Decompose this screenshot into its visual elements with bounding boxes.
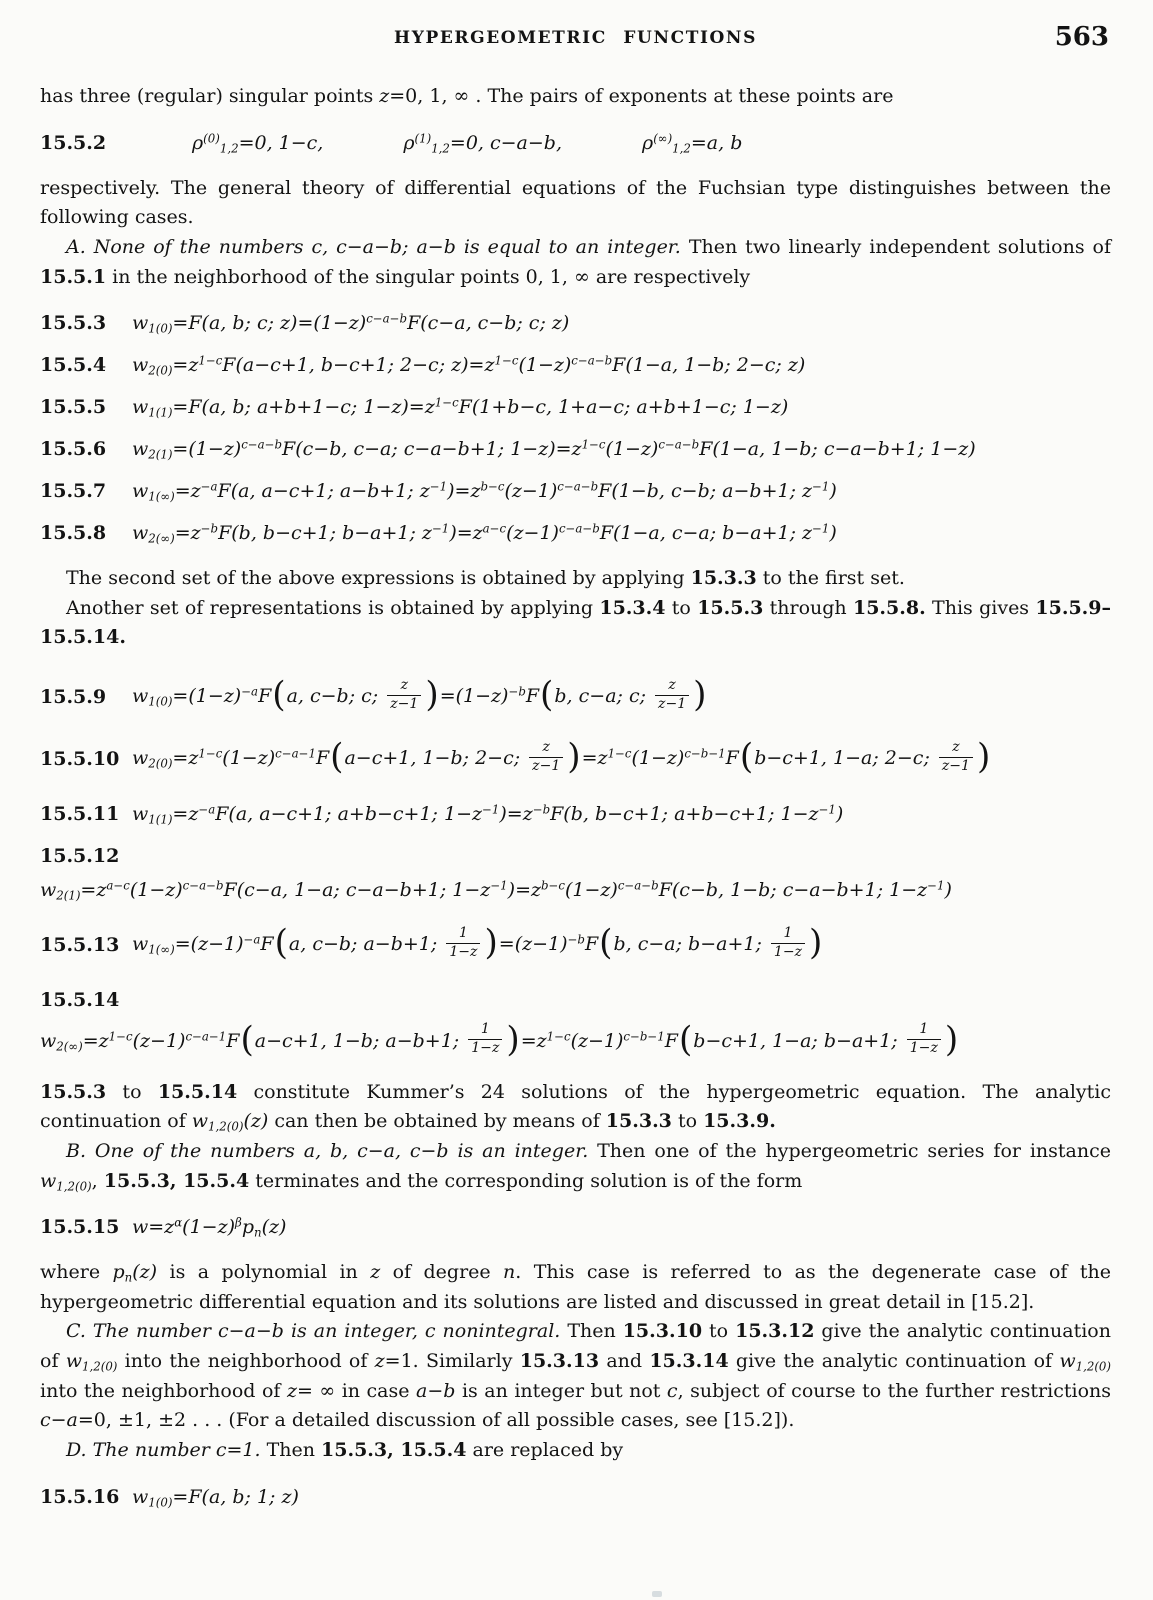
equation-math: $w_{2(0)}=z^{1-c}(1-z)^{c-a-1}F(a-c+1$, 1−b; 2−c; $\frac{z}{z-1}$ )$=z^{1-c}(1-z)^{c-b-1}F(b-c+1$, 1−a; 2−c; $\frac{z}{z-1}$ ) — [132, 737, 991, 778]
equation-label: 15.5.8 — [40, 522, 107, 545]
equation-15-5-7 — [40, 480, 1111, 502]
equation-label: 15.5.11 — [40, 803, 120, 826]
equation-label: 15.5.10 — [40, 748, 120, 771]
paragraph-second-set: The second set of the above expressions is obtained by applying 15.3.3 to the first set. — [66, 567, 905, 590]
equation-math: $w_{1(1)}=F(a$, b; a+b+1−c; $1-z)=z^{1-c}F(1+b-c$, 1+a−c; a+b+1−c; 1−z) — [132, 395, 789, 420]
equation-math: $w_{1(0)}=F(a$, b; 1; z) — [132, 1485, 299, 1509]
equation-15-5-10 — [40, 737, 1111, 778]
equation-label: 15.5.12 — [40, 845, 120, 868]
equation-label: 15.5.7 — [40, 480, 107, 503]
paragraph-another-set: Another set of representations is obtained by applying 15.3.4 to 15.5.3 through 15.5.8. This gives 15.5.9–15.5.14. — [40, 596, 1112, 649]
equation-15-5-6 — [40, 438, 1111, 460]
paragraph-case-c: C. The number c−a−b is an integer, c nonintegral. Then 15.3.10 to 15.3.12 give the analytic continuation of $w_{1,2(0)}$ into the neighborhood of z=1. Similarly 15.3.13 and 15.3.14 give the analytic continuation of $w_{1,2(0)}$ into the neighborhood of z= ∞ in case a−b is an integer but not c, subject of course to the further restrictions c−a=0, ±1, ±2 . . . (For a detailed discussion of all possible cases, see [15.2]). — [40, 1320, 1111, 1432]
paragraph-case-d: D. The number c=1. Then 15.5.3, 15.5.4 are replaced by — [66, 1438, 624, 1461]
equation-math: $w_{2(1)}=(1-z)^{c-a-b}F(c-b$, c−a; c−a−b+1; $1-z)=z^{1-c}(1-z)^{c-a-b}F(1-a$, 1−b; c−a−b+1; 1−z) — [132, 437, 976, 462]
equation-math: $w_{1(1)}=z^{-a}F(a$, a−c+1; a+b−c+1; $1-z^{-1})=z^{-b}F(b$, b−c+1; a+b−c+1; $1-z^{-1}$) — [132, 802, 844, 827]
page-header — [40, 24, 1111, 58]
page-number: 563 — [1054, 22, 1109, 52]
equation-15-5-2 — [40, 132, 1111, 154]
equation-label: 15.5.4 — [40, 354, 107, 377]
equation-label: 15.5.9 — [40, 686, 107, 709]
equation-math: $\rho^{(0)}_{1,2}=0$, 1−c, $\rho^{(1)}_{1,2}=0$, c−a−b, $\rho^{(\infty)}_{1,2}=a$, b — [192, 131, 743, 155]
equation-15-5-4 — [40, 354, 1111, 376]
paragraph-case-a: A. None of the numbers c, c−a−b; a−b is equal to an integer. Then two linearly independent solutions of 15.5.1 in the neighborhood of the singular points 0, 1, ∞ are respectively — [40, 235, 1112, 288]
equation-math: $w_{1(\infty)}=z^{-a}F(a$, a−c+1; a−b+1; $z^{-1})=z^{b-c}(z-1)^{c-a-b}F(1-b$, c−b; a−b+1; $z^{-1}$) — [132, 479, 837, 504]
equation-label: 15.5.5 — [40, 396, 107, 419]
equation-15-5-13 — [40, 923, 1111, 964]
equation-label: 15.5.3 — [40, 312, 107, 335]
equation-15-5-12 — [40, 845, 1111, 901]
running-title: HYPERGEOMETRIC FUNCTIONS — [394, 28, 757, 48]
equation-label: 15.5.15 — [40, 1216, 120, 1239]
equation-math: $w=z^\alpha(1-z)^\beta p_n(z)$ — [132, 1215, 287, 1240]
equation-label: 15.5.2 — [40, 131, 107, 154]
equation-15-5-3 — [40, 312, 1111, 334]
scan-artifact-mark — [652, 1591, 662, 1597]
equation-15-5-8 — [40, 522, 1111, 544]
equation-label: 15.5.14 — [40, 989, 120, 1012]
paragraph-where-pn: where $p_n(z)$ is a polynomial in z of degree n. This case is referred to as the degenerate case of the hypergeometric differential equation and its solutions are listed and discussed in great detail in [15.2]. — [40, 1261, 1111, 1313]
equation-15-5-16 — [40, 1486, 1111, 1508]
equation-15-5-9 — [40, 675, 1111, 716]
equation-math: $w_{1(0)}=F(a$, b; c; $z)=(1-z)^{c-a-b}F(c-a$, c−b; c; z) — [132, 311, 570, 336]
equation-label: 15.5.13 — [40, 934, 120, 957]
paragraph-respectively: respectively. The general theory of differential equations of the Fuchsian type distinguishes between the following cases. — [40, 176, 1111, 229]
paragraph-case-b: B. One of the numbers a, b, c−a, c−b is an integer. Then one of the hypergeometric series for instance $w_{1,2(0)}$, 15.5.3, 15.5.4 terminates and the corresponding solution is of the form — [40, 1139, 1111, 1193]
equation-math: $w_{2(1)}=z^{a-c}(1-z)^{c-a-b}F(c-a$, 1−a; c−a−b+1; $1-z^{-1})=z^{b-c}(1-z)^{c-a-b}F(c-b$, 1−b; c−a−b+1; $1-z^{-1}$) — [40, 878, 952, 903]
equation-math: $w_{2(\infty)}=z^{-b}F(b$, b−c+1; b−a+1; $z^{-1})=z^{a-c}(z-1)^{c-a-b}F(1-a$, c−a; b−a+1; $z^{-1}$) — [132, 521, 837, 546]
equation-15-5-15 — [40, 1216, 1111, 1238]
equation-label: 15.5.6 — [40, 438, 107, 461]
equation-15-5-14 — [40, 989, 1111, 1059]
equation-label: 15.5.16 — [40, 1485, 120, 1508]
paragraph-intro: has three (regular) singular points z=0, 1, ∞ . The pairs of exponents at these points are — [40, 85, 894, 107]
equation-math: $w_{1(0)}=(1-z)^{-a}F(a$, c−b; c; $\frac{z}{z-1}$ )$=(1-z)^{-b}F(b$, c−a; c; $\frac{z}{z-1}$ ) — [132, 675, 707, 716]
equation-math: $w_{1(\infty)}=(z-1)^{-a}F(a$, c−b; a−b+1; $\frac{1}{1-z}$ )$=(z-1)^{-b}F(b$, c−a; b−a+1; $\frac{1}{1-z}$ ) — [132, 923, 823, 964]
equation-15-5-11 — [40, 803, 1111, 825]
equation-math: $w_{2(0)}=z^{1-c}F(a-c+1$, b−c+1; 2−c; $z)=z^{1-c}(1-z)^{c-a-b}F(1-a$, 1−b; 2−c; z) — [132, 353, 806, 378]
equation-math: $w_{2(\infty)}=z^{1-c}(z-1)^{c-a-1}F(a-c+1$, 1−b; a−b+1; $\frac{1}{1-z}$ )$=z^{1-c}(z-1)^{c-b-1}F(b-c+1$, 1−a; b−a+1; $\frac{1}{1-z}$ ) — [40, 1019, 959, 1060]
paragraph-kummer: 15.5.3 to 15.5.14 constitute Kummer’s 24 solutions of the hypergeometric equation. The analytic continuation of $w_{1,2(0)}(z)$ can then be obtained by means of 15.3.3 to 15.3.9. — [40, 1080, 1111, 1134]
equation-15-5-5 — [40, 396, 1111, 418]
